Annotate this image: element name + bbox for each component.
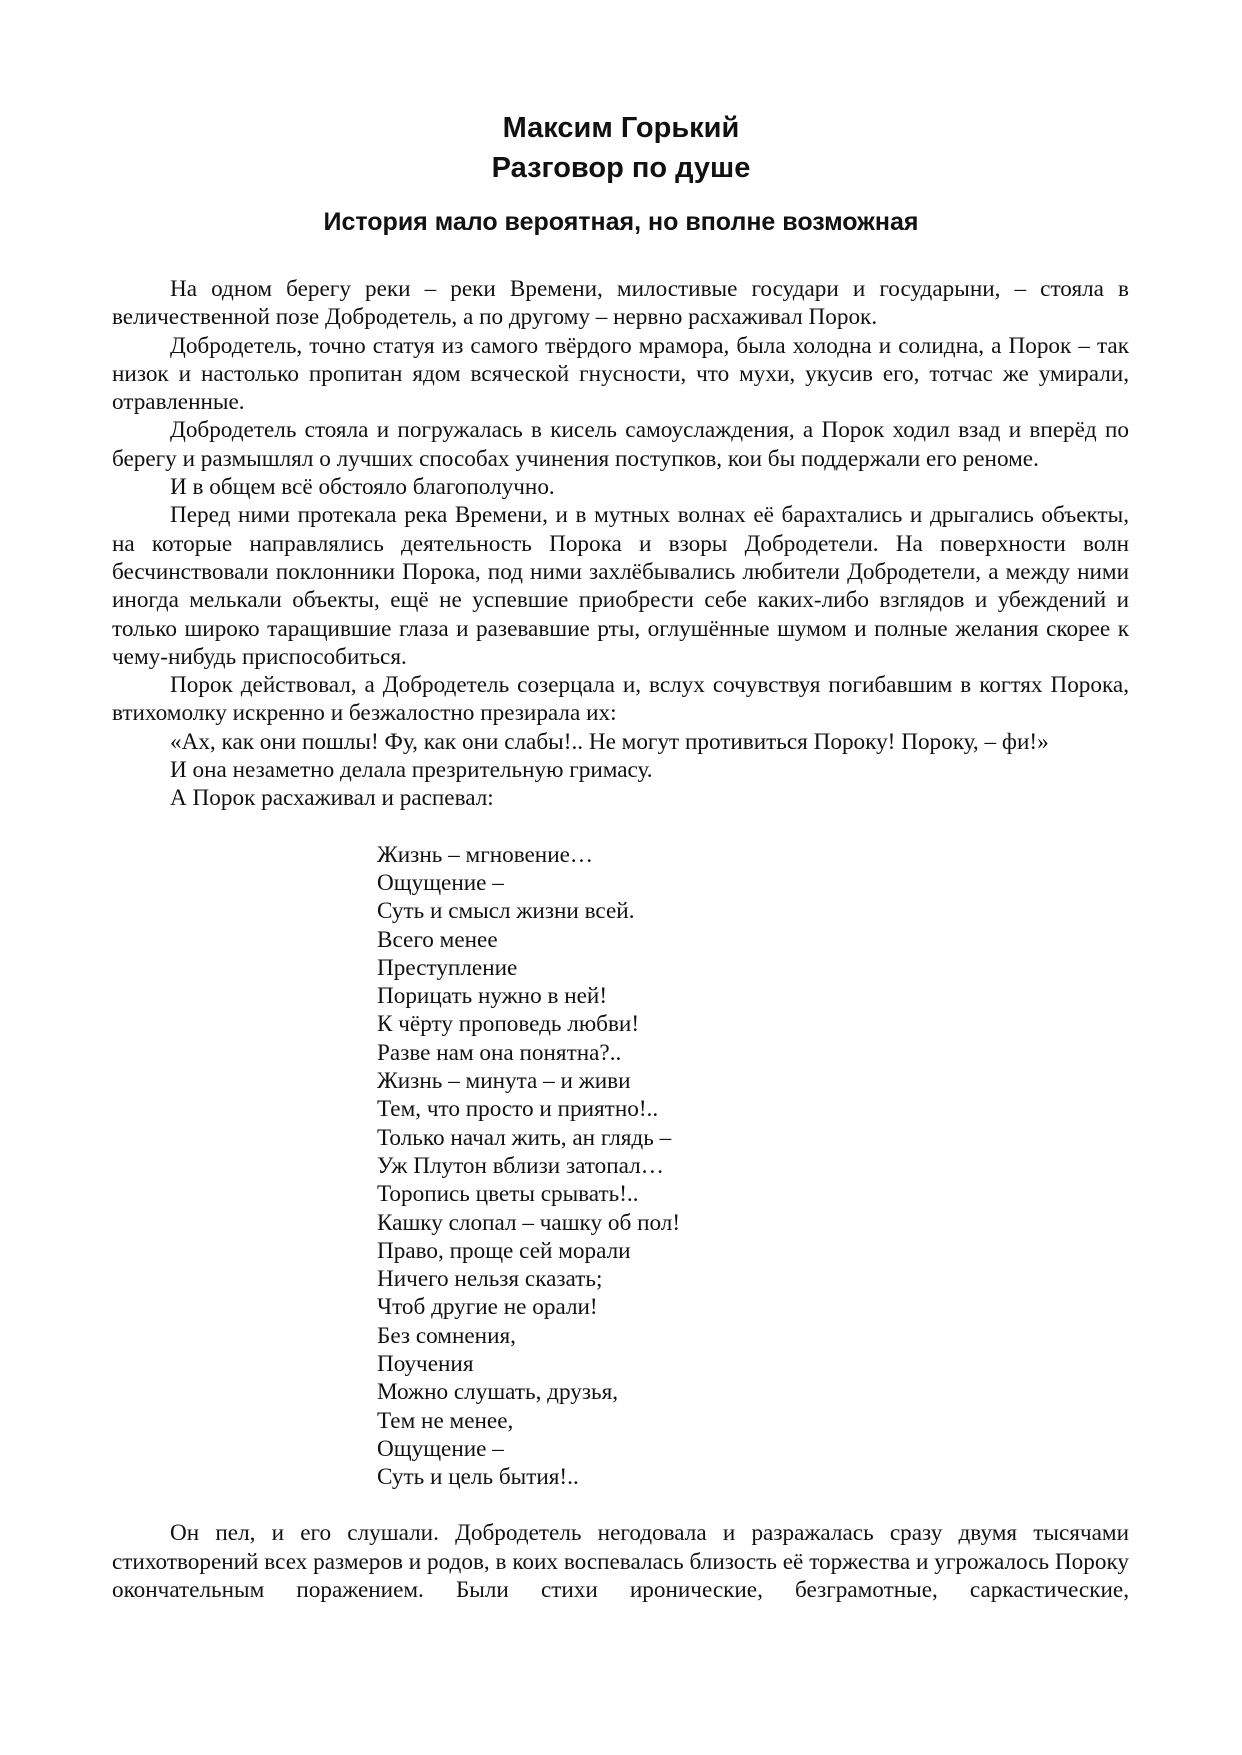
paragraph: И в общем всё обстояло благополучно. [170, 474, 555, 501]
poem-line: Порицать нужно в ней! [377, 983, 608, 1010]
poem-line: Кашку слопал – чашку об пол! [377, 1209, 681, 1236]
paragraph: Он пел, и его слушали. Добродетель негодовала и разражалась сразу двумя тысячами стихотворений всех размеров и родов, в коих воспевалась близость её торжества и угрожалось Пороку окончательным поражением. Были стихи иронические, безграмотные, саркастические, [112, 1520, 1129, 1604]
poem-line: Всего менее [377, 926, 498, 953]
poem-line: Без сомнения, [377, 1322, 516, 1349]
poem-line: Ничего нельзя сказать; [377, 1266, 603, 1293]
poem-line: Ощущение – [377, 1435, 504, 1462]
poem-line: Суть и смысл жизни всей. [377, 898, 635, 925]
work-title: Разговор по душе [491, 152, 751, 184]
poem-line: Можно слушать, друзья, [377, 1379, 619, 1406]
paragraph: Добродетель, точно статуя из самого твёрдого мрамора, была холодна и солидна, а Порок – так низок и настолько пропитан ядом всяческой гнусности, что мухи, укусив его, тотчас же умирали, отравленные. [112, 332, 1129, 416]
body-text [112, 275, 1129, 1604]
paragraph: Порок действовал, а Добродетель созерцала и, вслух сочувствуя погибавшим в когтях Порока, втихомолку искренно и безжалостно презирала их: [112, 672, 1129, 727]
poem-block [377, 841, 1129, 1492]
poem-line: Право, проще сей морали [377, 1237, 631, 1264]
poem-line: Жизнь – минута – и живи [377, 1068, 631, 1095]
work-subtitle: История мало вероятная, но вполне возможная [323, 208, 919, 236]
poem-line: Преступление [377, 954, 518, 981]
paragraph: А Порок расхаживал и распевал: [170, 785, 494, 812]
paragraph: Перед ними протекала река Времени, и в мутных волнах её барахтались и дрыгались объекты, на которые направлялись деятельность Порока и взоры Добродетели. На поверхности волн бесчинствовали поклонники Порока, под ними захлёбывались любители Добродетели, а между ними иногда мелькали объекты, ещё не успевшие приобрести себе каких-либо взглядов и убеждений и только широко таращившие глаза и разевавшие рты, оглушённые шумом и полные желания скорее к чему-нибудь приспособиться. [112, 502, 1129, 670]
quote-paragraph: «Ах, как они пошлы! Фу, как они слабы!.. Не могут противиться Пороку! Пороку, – фи!» [170, 728, 1049, 755]
poem-line: Только начал жить, ан глядь – [377, 1124, 672, 1151]
document-header [0, 108, 1242, 239]
poem-line: Разве нам она понятна?.. [377, 1039, 622, 1066]
poem-line: Уж Плутон вблизи затопал… [377, 1152, 664, 1179]
poem-line: Тем, что просто и приятно!.. [377, 1096, 659, 1123]
poem-line: Тем не менее, [377, 1407, 514, 1434]
poem-line: Торопись цветы срывать!.. [377, 1181, 639, 1208]
paragraph: Добродетель стояла и погружалась в кисель самоуслаждения, а Порок ходил взад и вперёд по берегу и размышлял о лучших способах учинения поступков, кои бы поддержали его реноме. [112, 417, 1129, 472]
author-name: Максим Горький [502, 112, 740, 144]
paragraph: На одном берегу реки – реки Времени, милостивые государи и государыни, – стояла в величественной позе Добродетель, а по другому – нервно расхаживал Порок. [112, 276, 1129, 331]
poem-line: К чёрту проповедь любви! [377, 1011, 640, 1038]
poem-line: Жизнь – мгновение… [377, 841, 594, 868]
poem-line: Суть и цель бытия!.. [377, 1464, 579, 1491]
poem-line: Ощущение – [377, 869, 504, 896]
paragraph: И она незаметно делала презрительную гримасу. [170, 757, 653, 784]
poem-line: Чтоб другие не орали! [377, 1294, 598, 1321]
poem-line: Поучения [377, 1350, 474, 1377]
